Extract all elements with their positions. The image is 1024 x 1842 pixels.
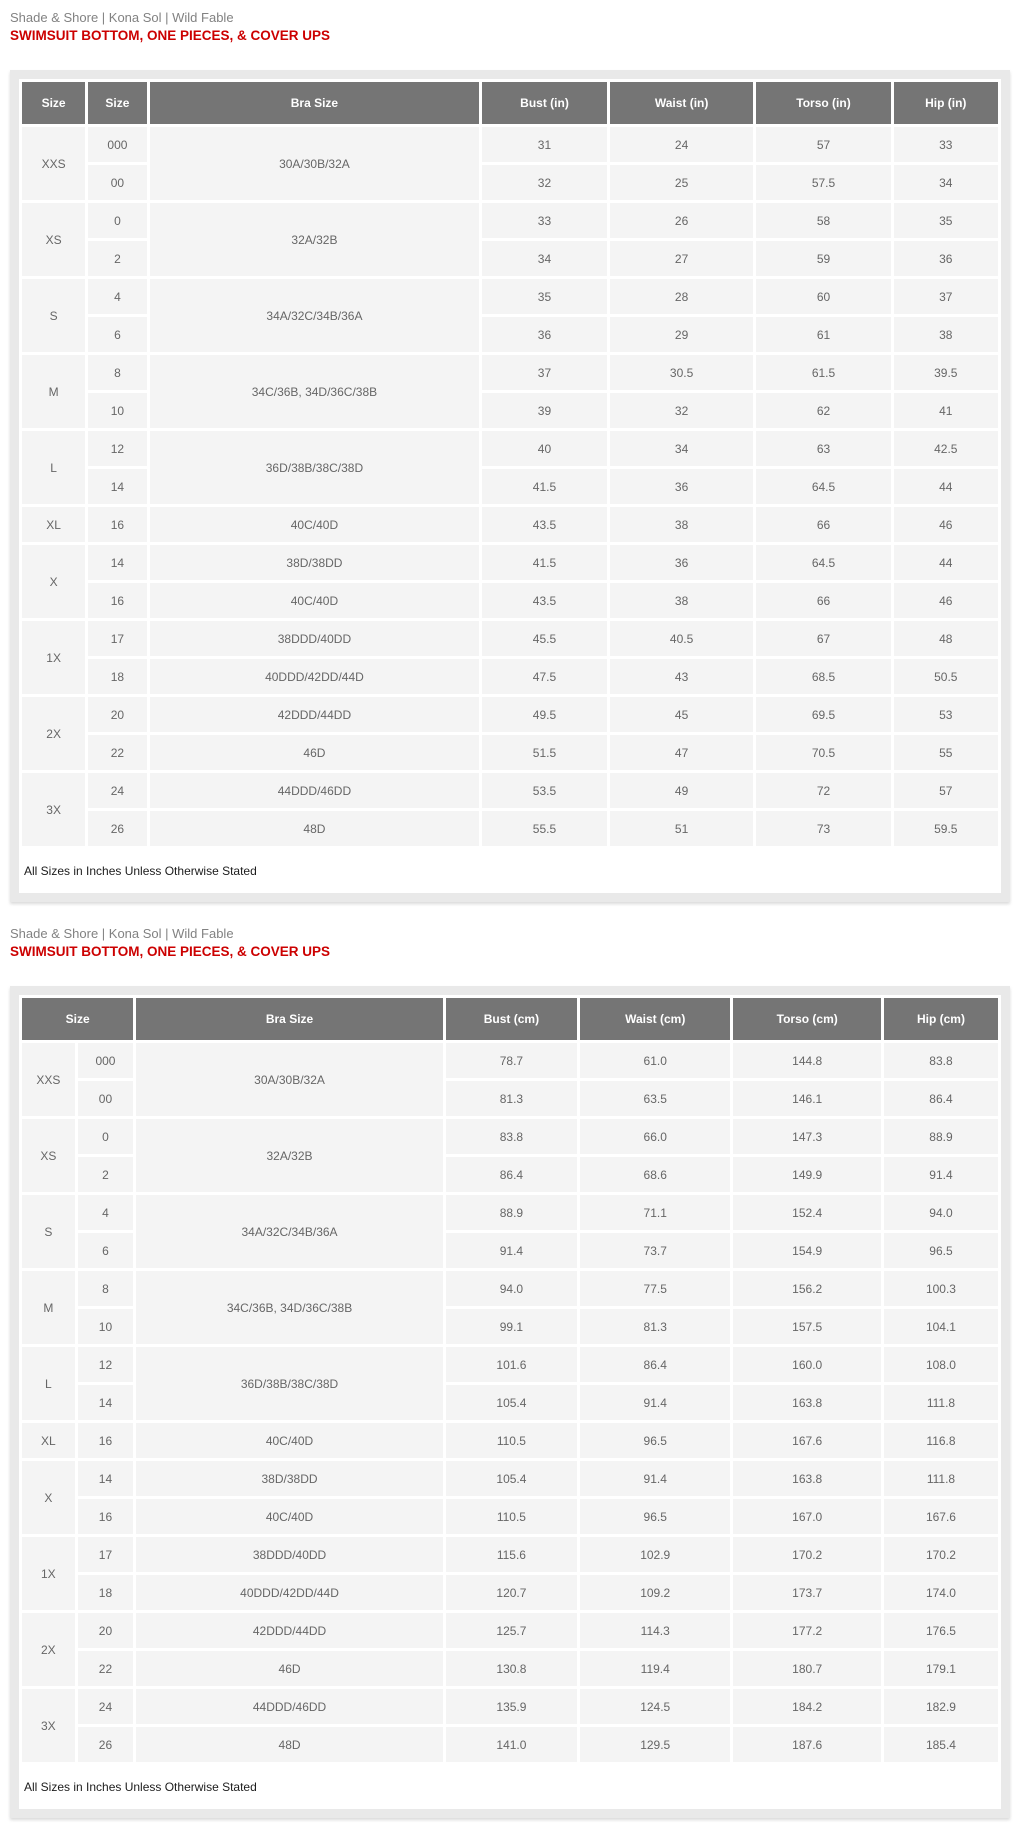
- bust-cell: 88.9: [446, 1195, 577, 1230]
- waist-cell: 61.0: [580, 1043, 730, 1078]
- waist-cell: 25: [610, 165, 754, 200]
- waist-cell: 43: [610, 659, 754, 694]
- size-group-cell: X: [22, 545, 85, 618]
- bra-size-cell: 32A/32B: [136, 1119, 443, 1192]
- torso-cell: 66: [756, 583, 890, 618]
- bra-size-cell: 38DDD/40DD: [150, 621, 480, 656]
- table-row: [22, 583, 998, 618]
- torso-cell: 58: [756, 203, 890, 238]
- bust-cell: 34: [482, 241, 607, 276]
- size-group-cell: S: [22, 279, 85, 352]
- bust-cell: 43.5: [482, 583, 607, 618]
- bust-cell: 55.5: [482, 811, 607, 846]
- size-table-cm: [19, 995, 1001, 1765]
- table-row: [22, 811, 998, 846]
- size-number-cell: 22: [78, 1651, 134, 1686]
- size-group-cell: L: [22, 431, 85, 504]
- table-row: [22, 279, 998, 314]
- hip-cell: 116.8: [884, 1423, 998, 1458]
- header-row: [22, 82, 998, 124]
- waist-cell: 91.4: [580, 1461, 730, 1496]
- size-number-cell: 0: [88, 203, 146, 238]
- bra-size-cell: 38D/38DD: [150, 545, 480, 580]
- size-group-cell: XS: [22, 1119, 75, 1192]
- table-container: [10, 70, 1010, 902]
- hip-cell: 83.8: [884, 1043, 998, 1078]
- torso-cell: 167.0: [733, 1499, 881, 1534]
- size-number-cell: 26: [78, 1727, 134, 1762]
- table-row: [22, 1537, 998, 1572]
- bust-cell: 40: [482, 431, 607, 466]
- hip-cell: 44: [894, 545, 998, 580]
- waist-cell: 124.5: [580, 1689, 730, 1724]
- hip-cell: 46: [894, 583, 998, 618]
- torso-cell: 61: [756, 317, 890, 352]
- bra-size-cell: 32A/32B: [150, 203, 480, 276]
- bust-cell: 78.7: [446, 1043, 577, 1078]
- torso-cell: 163.8: [733, 1385, 881, 1420]
- torso-cell: 60: [756, 279, 890, 314]
- waist-cell: 66.0: [580, 1119, 730, 1154]
- size-number-cell: 6: [78, 1233, 134, 1268]
- table-row: [22, 1689, 998, 1724]
- size-number-cell: 18: [88, 659, 146, 694]
- waist-cell: 49: [610, 773, 754, 808]
- bust-cell: 39: [482, 393, 607, 428]
- torso-cell: 64.5: [756, 545, 890, 580]
- torso-cell: 57.5: [756, 165, 890, 200]
- hip-cell: 55: [894, 735, 998, 770]
- table-row: [22, 1575, 998, 1610]
- bust-cell: 141.0: [446, 1727, 577, 1762]
- bust-cell: 94.0: [446, 1271, 577, 1306]
- waist-cell: 34: [610, 431, 754, 466]
- bra-size-cell: 42DDD/44DD: [136, 1613, 443, 1648]
- size-group-cell: XL: [22, 1423, 75, 1458]
- size-group-cell: XXS: [22, 127, 85, 200]
- bust-cell: 130.8: [446, 1651, 577, 1686]
- size-group-cell: XXS: [22, 1043, 75, 1116]
- section-cm: [10, 926, 1010, 1818]
- table-row: [22, 1347, 998, 1382]
- size-number-cell: 00: [78, 1081, 134, 1116]
- waist-cell: 28: [610, 279, 754, 314]
- bust-cell: 41.5: [482, 469, 607, 504]
- size-number-cell: 8: [88, 355, 146, 390]
- table-row: [22, 1461, 998, 1496]
- table-inner: [19, 995, 1001, 1809]
- torso-cell: 73: [756, 811, 890, 846]
- torso-cell: 63: [756, 431, 890, 466]
- waist-cell: 73.7: [580, 1233, 730, 1268]
- torso-cell: 152.4: [733, 1195, 881, 1230]
- bust-cell: 105.4: [446, 1385, 577, 1420]
- waist-cell: 29: [610, 317, 754, 352]
- table-row: [22, 735, 998, 770]
- table-row: [22, 431, 998, 466]
- size-number-cell: 16: [88, 583, 146, 618]
- bust-cell: 110.5: [446, 1499, 577, 1534]
- bra-size-cell: 38D/38DD: [136, 1461, 443, 1496]
- column-header: Waist (cm): [580, 998, 730, 1040]
- size-number-cell: 00: [88, 165, 146, 200]
- waist-cell: 51: [610, 811, 754, 846]
- torso-cell: 177.2: [733, 1613, 881, 1648]
- hip-cell: 41: [894, 393, 998, 428]
- hip-cell: 96.5: [884, 1233, 998, 1268]
- bust-cell: 36: [482, 317, 607, 352]
- table-row: [22, 621, 998, 656]
- waist-cell: 24: [610, 127, 754, 162]
- torso-cell: 149.9: [733, 1157, 881, 1192]
- bra-size-cell: 40C/40D: [136, 1499, 443, 1534]
- size-number-cell: 26: [88, 811, 146, 846]
- size-number-cell: 20: [78, 1613, 134, 1648]
- table-row: [22, 355, 998, 390]
- waist-cell: 91.4: [580, 1385, 730, 1420]
- section-inches: [10, 10, 1010, 902]
- hip-cell: 91.4: [884, 1157, 998, 1192]
- table-row: [22, 1043, 998, 1078]
- waist-cell: 38: [610, 507, 754, 542]
- torso-cell: 59: [756, 241, 890, 276]
- bust-cell: 110.5: [446, 1423, 577, 1458]
- hip-cell: 86.4: [884, 1081, 998, 1116]
- table-inner: [19, 79, 1001, 893]
- size-number-cell: 12: [88, 431, 146, 466]
- torso-cell: 163.8: [733, 1461, 881, 1496]
- torso-cell: 146.1: [733, 1081, 881, 1116]
- column-header: Bust (cm): [446, 998, 577, 1040]
- waist-cell: 38: [610, 583, 754, 618]
- hip-cell: 44: [894, 469, 998, 504]
- waist-cell: 36: [610, 469, 754, 504]
- bra-size-cell: 36D/38B/38C/38D: [150, 431, 480, 504]
- page-title: SWIMSUIT BOTTOM, ONE PIECES, & COVER UPS: [10, 944, 331, 959]
- hip-cell: 35: [894, 203, 998, 238]
- hip-cell: 57: [894, 773, 998, 808]
- hip-cell: 33: [894, 127, 998, 162]
- size-number-cell: 14: [78, 1461, 134, 1496]
- bra-size-cell: 44DDD/46DD: [150, 773, 480, 808]
- bra-size-cell: 36D/38B/38C/38D: [136, 1347, 443, 1420]
- hip-cell: 88.9: [884, 1119, 998, 1154]
- size-group-cell: X: [22, 1461, 75, 1534]
- bust-cell: 105.4: [446, 1461, 577, 1496]
- torso-cell: 147.3: [733, 1119, 881, 1154]
- torso-cell: 187.6: [733, 1727, 881, 1762]
- page-title: SWIMSUIT BOTTOM, ONE PIECES, & COVER UPS: [10, 28, 331, 43]
- bust-cell: 81.3: [446, 1081, 577, 1116]
- bust-cell: 53.5: [482, 773, 607, 808]
- hip-cell: 167.6: [884, 1499, 998, 1534]
- torso-cell: 167.6: [733, 1423, 881, 1458]
- bust-cell: 32: [482, 165, 607, 200]
- bust-cell: 41.5: [482, 545, 607, 580]
- torso-cell: 66: [756, 507, 890, 542]
- size-table-inches: [19, 79, 1001, 849]
- bust-cell: 37: [482, 355, 607, 390]
- size-group-cell: 2X: [22, 1613, 75, 1686]
- footnote: All Sizes in Inches Unless Otherwise Stated: [19, 849, 1001, 893]
- column-header: Hip (in): [894, 82, 998, 124]
- torso-cell: 173.7: [733, 1575, 881, 1610]
- column-header: Size: [88, 82, 146, 124]
- size-number-cell: 24: [88, 773, 146, 808]
- bust-cell: 83.8: [446, 1119, 577, 1154]
- waist-cell: 102.9: [580, 1537, 730, 1572]
- column-header: Bust (in): [482, 82, 607, 124]
- bra-size-cell: 40DDD/42DD/44D: [136, 1575, 443, 1610]
- waist-cell: 71.1: [580, 1195, 730, 1230]
- size-number-cell: 14: [78, 1385, 134, 1420]
- waist-cell: 96.5: [580, 1499, 730, 1534]
- bust-cell: 125.7: [446, 1613, 577, 1648]
- hip-cell: 111.8: [884, 1385, 998, 1420]
- torso-cell: 154.9: [733, 1233, 881, 1268]
- hip-cell: 179.1: [884, 1651, 998, 1686]
- bust-cell: 120.7: [446, 1575, 577, 1610]
- size-number-cell: 22: [88, 735, 146, 770]
- torso-cell: 64.5: [756, 469, 890, 504]
- hip-cell: 185.4: [884, 1727, 998, 1762]
- bra-size-cell: 40DDD/42DD/44D: [150, 659, 480, 694]
- size-number-cell: 10: [78, 1309, 134, 1344]
- bra-size-cell: 40C/40D: [136, 1423, 443, 1458]
- size-number-cell: 000: [88, 127, 146, 162]
- size-number-cell: 24: [78, 1689, 134, 1724]
- hip-cell: 174.0: [884, 1575, 998, 1610]
- torso-cell: 69.5: [756, 697, 890, 732]
- size-group-cell: 3X: [22, 1689, 75, 1762]
- table-container: [10, 986, 1010, 1818]
- footnote: All Sizes in Inches Unless Otherwise Stated: [19, 1765, 1001, 1809]
- bust-cell: 35: [482, 279, 607, 314]
- column-header: Torso (cm): [733, 998, 881, 1040]
- size-number-cell: 14: [88, 469, 146, 504]
- column-header: Size: [22, 998, 133, 1040]
- column-header: Hip (cm): [884, 998, 998, 1040]
- size-number-cell: 2: [78, 1157, 134, 1192]
- size-number-cell: 4: [78, 1195, 134, 1230]
- torso-cell: 180.7: [733, 1651, 881, 1686]
- waist-cell: 30.5: [610, 355, 754, 390]
- bra-size-cell: 40C/40D: [150, 583, 480, 618]
- column-header: Torso (in): [756, 82, 890, 124]
- size-group-cell: L: [22, 1347, 75, 1420]
- bra-size-cell: 30A/30B/32A: [150, 127, 480, 200]
- waist-cell: 86.4: [580, 1347, 730, 1382]
- hip-cell: 182.9: [884, 1689, 998, 1724]
- size-number-cell: 16: [88, 507, 146, 542]
- bust-cell: 31: [482, 127, 607, 162]
- column-header: Size: [22, 82, 85, 124]
- bust-cell: 33: [482, 203, 607, 238]
- bra-size-cell: 38DDD/40DD: [136, 1537, 443, 1572]
- waist-cell: 40.5: [610, 621, 754, 656]
- table-row: [22, 1499, 998, 1534]
- hip-cell: 46: [894, 507, 998, 542]
- hip-cell: 39.5: [894, 355, 998, 390]
- bust-cell: 51.5: [482, 735, 607, 770]
- bra-size-cell: 30A/30B/32A: [136, 1043, 443, 1116]
- waist-cell: 77.5: [580, 1271, 730, 1306]
- waist-cell: 36: [610, 545, 754, 580]
- table-row: [22, 1613, 998, 1648]
- torso-cell: 62: [756, 393, 890, 428]
- bra-size-cell: 44DDD/46DD: [136, 1689, 443, 1724]
- waist-cell: 45: [610, 697, 754, 732]
- column-header: Bra Size: [136, 998, 443, 1040]
- size-number-cell: 0: [78, 1119, 134, 1154]
- table-row: [22, 1727, 998, 1762]
- size-group-cell: M: [22, 1271, 75, 1344]
- header-row: [22, 998, 998, 1040]
- waist-cell: 68.6: [580, 1157, 730, 1192]
- table-row: [22, 1423, 998, 1458]
- size-number-cell: 2: [88, 241, 146, 276]
- torso-cell: 144.8: [733, 1043, 881, 1078]
- bust-cell: 99.1: [446, 1309, 577, 1344]
- size-number-cell: 4: [88, 279, 146, 314]
- waist-cell: 47: [610, 735, 754, 770]
- table-row: [22, 659, 998, 694]
- table-row: [22, 1651, 998, 1686]
- table-row: [22, 1195, 998, 1230]
- hip-cell: 111.8: [884, 1461, 998, 1496]
- size-group-cell: 1X: [22, 621, 85, 694]
- bust-cell: 47.5: [482, 659, 607, 694]
- waist-cell: 27: [610, 241, 754, 276]
- hip-cell: 37: [894, 279, 998, 314]
- torso-cell: 67: [756, 621, 890, 656]
- hip-cell: 170.2: [884, 1537, 998, 1572]
- bust-cell: 91.4: [446, 1233, 577, 1268]
- bra-size-cell: 46D: [150, 735, 480, 770]
- table-row: [22, 773, 998, 808]
- torso-cell: 72: [756, 773, 890, 808]
- brand-list: Shade & Shore | Kona Sol | Wild Fable: [10, 926, 234, 941]
- size-group-cell: S: [22, 1195, 75, 1268]
- hip-cell: 94.0: [884, 1195, 998, 1230]
- bra-size-cell: 34A/32C/34B/36A: [150, 279, 480, 352]
- hip-cell: 104.1: [884, 1309, 998, 1344]
- bust-cell: 86.4: [446, 1157, 577, 1192]
- hip-cell: 53: [894, 697, 998, 732]
- table-row: [22, 1271, 998, 1306]
- torso-cell: 184.2: [733, 1689, 881, 1724]
- bra-size-cell: 34A/32C/34B/36A: [136, 1195, 443, 1268]
- size-group-cell: XS: [22, 203, 85, 276]
- bust-cell: 101.6: [446, 1347, 577, 1382]
- size-number-cell: 8: [78, 1271, 134, 1306]
- size-number-cell: 000: [78, 1043, 134, 1078]
- bra-size-cell: 40C/40D: [150, 507, 480, 542]
- torso-cell: 70.5: [756, 735, 890, 770]
- table-row: [22, 1119, 998, 1154]
- bust-cell: 49.5: [482, 697, 607, 732]
- size-group-cell: M: [22, 355, 85, 428]
- bust-cell: 43.5: [482, 507, 607, 542]
- size-number-cell: 16: [78, 1499, 134, 1534]
- table-row: [22, 545, 998, 580]
- size-group-cell: 2X: [22, 697, 85, 770]
- bust-cell: 45.5: [482, 621, 607, 656]
- size-number-cell: 18: [78, 1575, 134, 1610]
- bra-size-cell: 42DDD/44DD: [150, 697, 480, 732]
- size-number-cell: 14: [88, 545, 146, 580]
- size-number-cell: 6: [88, 317, 146, 352]
- waist-cell: 96.5: [580, 1423, 730, 1458]
- size-number-cell: 17: [78, 1537, 134, 1572]
- size-chart-page: [10, 10, 1010, 1818]
- hip-cell: 42.5: [894, 431, 998, 466]
- hip-cell: 38: [894, 317, 998, 352]
- waist-cell: 26: [610, 203, 754, 238]
- hip-cell: 50.5: [894, 659, 998, 694]
- size-number-cell: 17: [88, 621, 146, 656]
- waist-cell: 119.4: [580, 1651, 730, 1686]
- torso-cell: 57: [756, 127, 890, 162]
- size-group-cell: 1X: [22, 1537, 75, 1610]
- size-number-cell: 20: [88, 697, 146, 732]
- torso-cell: 156.2: [733, 1271, 881, 1306]
- bra-size-cell: 46D: [136, 1651, 443, 1686]
- torso-cell: 160.0: [733, 1347, 881, 1382]
- bust-cell: 135.9: [446, 1689, 577, 1724]
- column-header: Bra Size: [150, 82, 480, 124]
- size-number-cell: 10: [88, 393, 146, 428]
- bra-size-cell: 34C/36B, 34D/36C/38B: [136, 1271, 443, 1344]
- torso-cell: 157.5: [733, 1309, 881, 1344]
- size-group-cell: 3X: [22, 773, 85, 846]
- hip-cell: 36: [894, 241, 998, 276]
- bra-size-cell: 48D: [136, 1727, 443, 1762]
- brand-list: Shade & Shore | Kona Sol | Wild Fable: [10, 10, 234, 25]
- hip-cell: 48: [894, 621, 998, 656]
- hip-cell: 100.3: [884, 1271, 998, 1306]
- table-row: [22, 507, 998, 542]
- column-header: Waist (in): [610, 82, 754, 124]
- hip-cell: 34: [894, 165, 998, 200]
- bust-cell: 115.6: [446, 1537, 577, 1572]
- table-row: [22, 697, 998, 732]
- waist-cell: 109.2: [580, 1575, 730, 1610]
- table-row: [22, 127, 998, 162]
- waist-cell: 129.5: [580, 1727, 730, 1762]
- hip-cell: 59.5: [894, 811, 998, 846]
- torso-cell: 170.2: [733, 1537, 881, 1572]
- size-group-cell: XL: [22, 507, 85, 542]
- waist-cell: 63.5: [580, 1081, 730, 1116]
- hip-cell: 108.0: [884, 1347, 998, 1382]
- torso-cell: 61.5: [756, 355, 890, 390]
- bra-size-cell: 34C/36B, 34D/36C/38B: [150, 355, 480, 428]
- table-row: [22, 203, 998, 238]
- torso-cell: 68.5: [756, 659, 890, 694]
- size-number-cell: 12: [78, 1347, 134, 1382]
- waist-cell: 81.3: [580, 1309, 730, 1344]
- bra-size-cell: 48D: [150, 811, 480, 846]
- waist-cell: 32: [610, 393, 754, 428]
- hip-cell: 176.5: [884, 1613, 998, 1648]
- size-number-cell: 16: [78, 1423, 134, 1458]
- waist-cell: 114.3: [580, 1613, 730, 1648]
